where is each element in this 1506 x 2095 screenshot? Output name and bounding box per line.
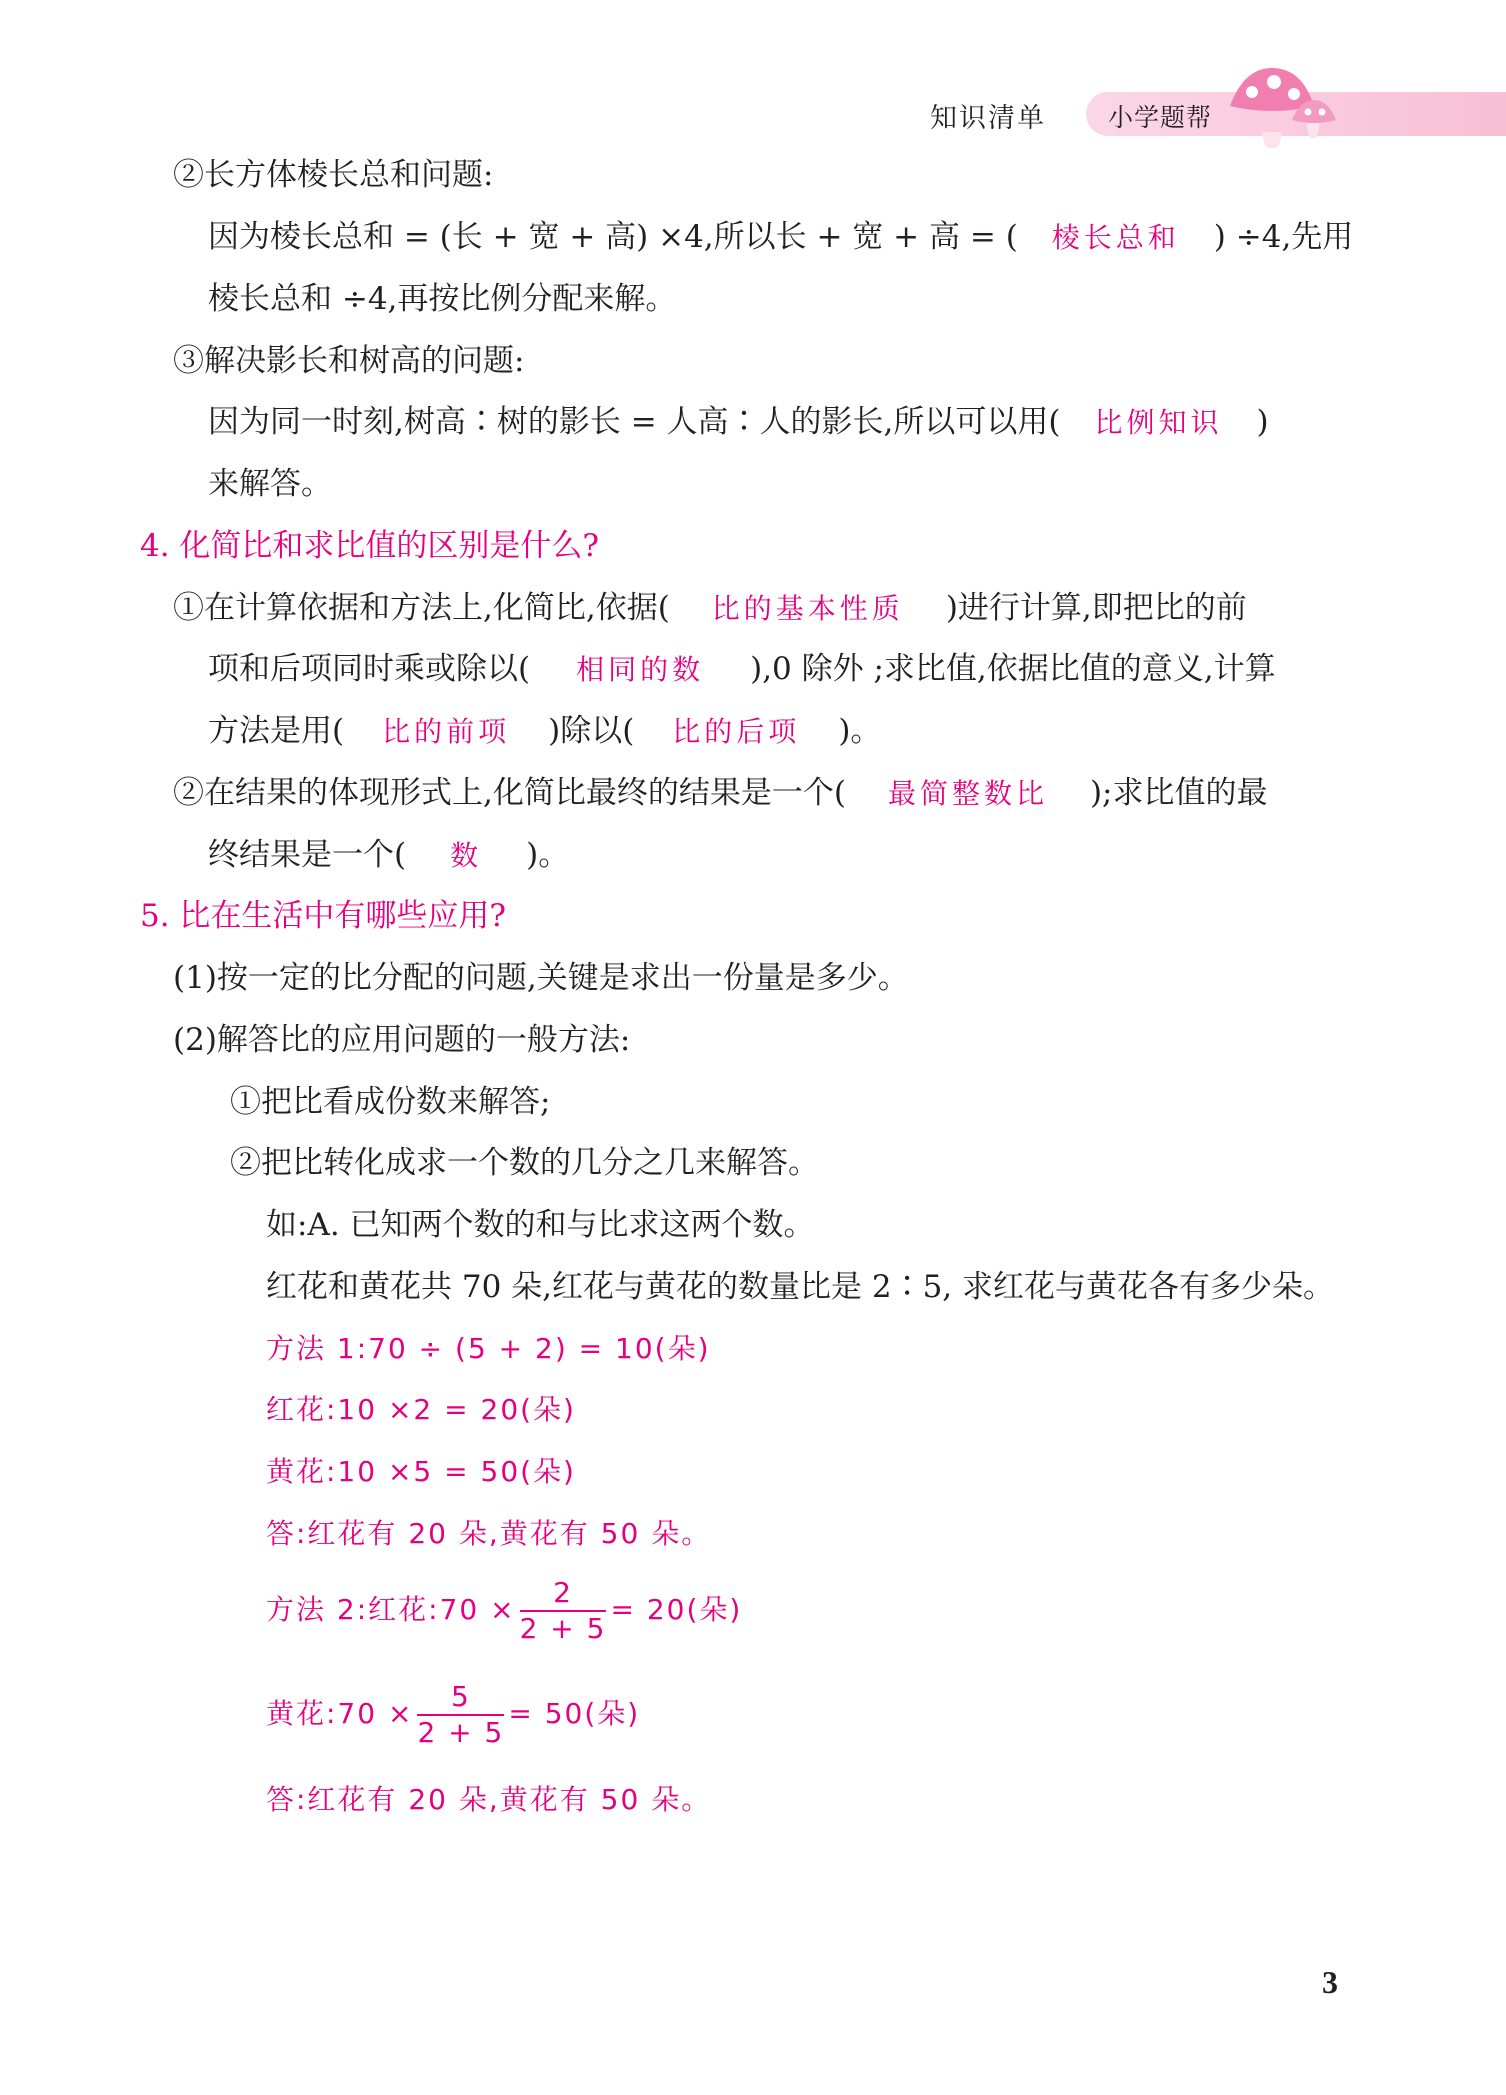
q5-line-2: (2)解答比的应用问题的一般方法: [173,1022,631,1058]
text: ) [1256,404,1269,440]
answer-blank: 比的基本性质 [711,592,904,625]
text: )。 [526,837,570,873]
fraction-denominator: 2 + 5 [417,1716,505,1749]
text: 因为棱长总和 = (长 + 宽 + 高) ×4,所以长 + 宽 + 高 = ( [208,219,1018,255]
q5-method-2: ②把比转化成求一个数的几分之几来解答。 [230,1145,819,1181]
q4-line-5 [208,835,569,876]
solution-method-2-yellow [266,1680,640,1750]
text: ),0 除外 ;求比值,依据比值的意义,计算 [750,651,1276,687]
answer-blank: 数 [450,839,483,872]
q4-line-4 [173,773,1268,814]
solution-method-2-red [266,1576,742,1646]
fraction-numerator: 2 [520,1576,607,1612]
q5-line-1: (1)按一定的比分配的问题,关键是求出一份量是多少。 [173,960,909,996]
section-title: 知识清单 [930,103,1046,134]
text: 方法 2:红花:70 × [266,1593,516,1626]
example-title: 如:A. 已知两个数的和与比求这两个数。 [266,1207,815,1243]
fraction-numerator: 5 [417,1680,504,1716]
text: 项和后项同时乘或除以( [208,651,531,687]
q4-line-3 [208,711,881,752]
cuboid-edge-line-1 [208,217,1353,258]
fraction [520,1576,607,1646]
solution-method-1: 方法 1:70 ÷ (5 + 2) = 10(朵) [266,1332,711,1365]
answer-blank: 相同的数 [576,653,705,686]
answer-blank: 比的后项 [672,715,801,748]
answer-blank: 比的前项 [382,715,511,748]
text: )。 [838,713,882,749]
example-problem: 红花和黄花共 70 朵,红花与黄花的数量比是 2∶5, 求红花与黄花各有多少朵。 [266,1269,1335,1305]
text: 黄花:70 × [266,1697,414,1730]
item-shadow-height: ③解决影长和树高的问题: [173,343,525,379]
solution-red-1: 红花:10 ×2 = 20(朵) [266,1393,576,1426]
page-number: 3 [1322,1964,1338,2000]
text: )除以( [548,713,635,749]
cuboid-edge-line-2: 棱长总和 ÷4,再按比例分配来解。 [208,281,677,317]
text: 因为同一时刻,树高∶树的影长 = 人高∶人的影长,所以可以用( [208,404,1061,440]
solution-answer-2: 答:红花有 20 朵,黄花有 50 朵。 [266,1783,712,1816]
text: 方法是用( [208,713,345,749]
text: )进行计算,即把比的前 [945,590,1247,626]
text: );求比值的最 [1089,775,1268,811]
answer-blank: 最简整数比 [887,777,1048,810]
answer-blank: 棱长总和 [1051,221,1180,254]
solution-answer-1: 答:红花有 20 朵,黄花有 50 朵。 [266,1517,712,1550]
text: 终结果是一个( [208,837,407,873]
question-5-heading: 5. 比在生活中有哪些应用? [140,898,507,934]
item-cuboid-edge: ②长方体棱长总和问题: [173,157,494,193]
shadow-line-1 [208,402,1269,443]
text: ) ÷4,先用 [1213,219,1354,255]
q4-line-1 [173,588,1247,629]
solution-yellow-1: 黄花:10 ×5 = 50(朵) [266,1455,576,1488]
text: ①在计算依据和方法上,化简比,依据( [173,590,670,626]
text: ②在结果的体现形式上,化简比最终的结果是一个( [173,775,846,811]
shadow-line-2: 来解答。 [208,466,332,502]
brand-label: 小学题帮 [1108,103,1213,132]
mushroom-icon [1222,54,1342,150]
text: = 20(朵) [610,1593,743,1626]
fraction-denominator: 2 + 5 [519,1612,607,1645]
q5-method-1: ①把比看成份数来解答; [230,1084,551,1120]
text: = 50(朵) [508,1697,641,1730]
q4-line-2 [208,649,1276,690]
question-4-heading: 4. 化简比和求比值的区别是什么? [140,528,600,564]
fraction [417,1680,504,1750]
answer-blank: 比例知识 [1094,406,1223,439]
